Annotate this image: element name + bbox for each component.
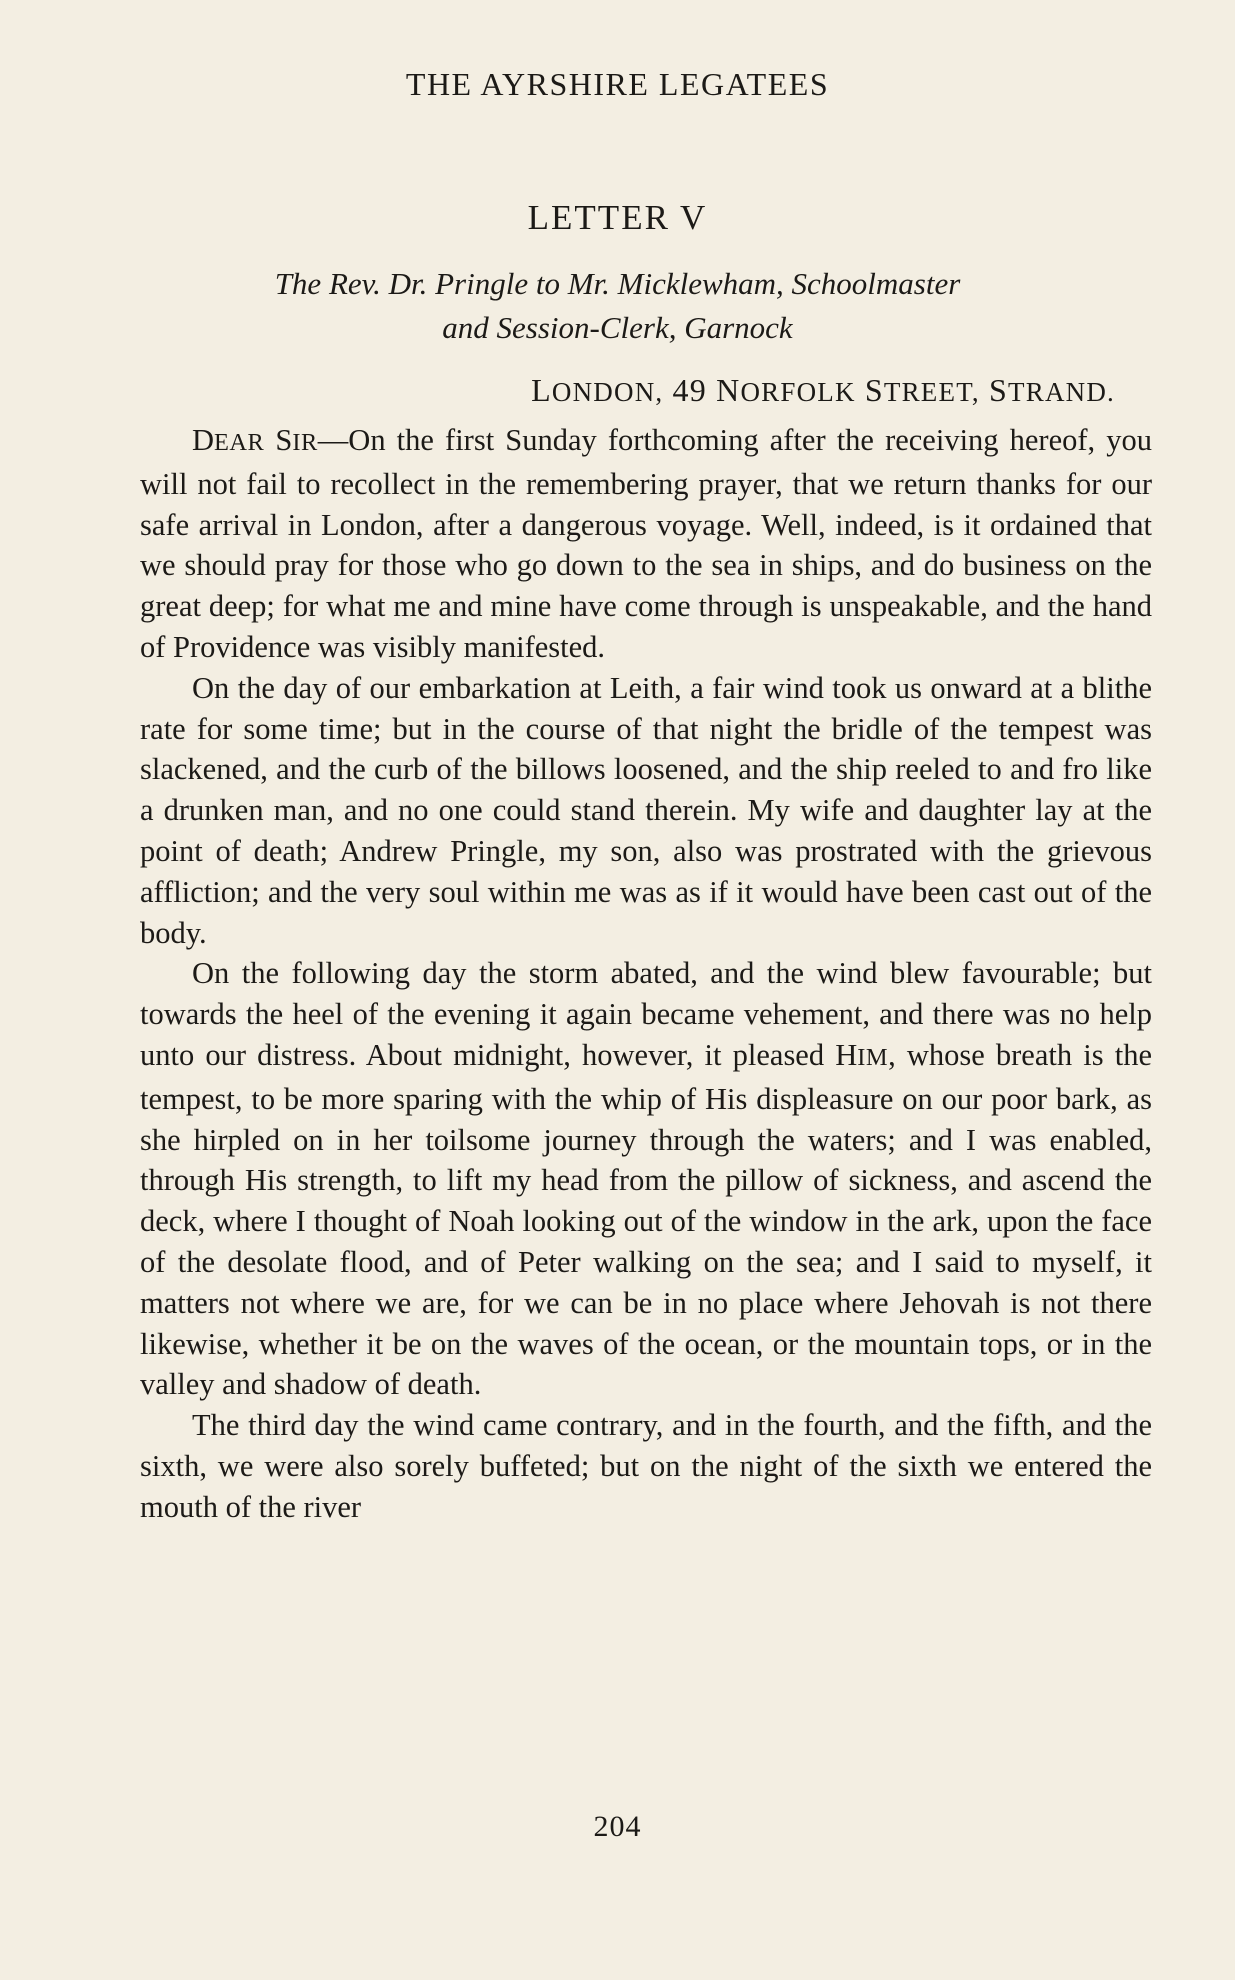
dateline-initial: N — [716, 372, 741, 408]
dateline-word: ONDON, — [551, 377, 664, 407]
letter-address — [140, 262, 1095, 350]
letter-body — [140, 420, 1152, 1528]
body-paragraph — [140, 953, 1152, 1405]
address-line-2: and Session-Clerk, Garnock — [442, 310, 793, 345]
him-rest: IM — [857, 1043, 889, 1071]
paragraph-text: On the following day the storm abated, and the wind blew favourable; but towards the heel of the evening it again became vehement, and there was no help unto our distress. About midnight, however, it pleased — [140, 956, 1152, 1072]
salutation-initial: S — [264, 423, 293, 457]
letter-title: LETTER V — [527, 198, 708, 237]
body-paragraph: The third day the wind came contrary, and in the fourth, and the fifth, and the sixth, we were also sorely buffeted; but on the night of the sixth we entered the mouth of the river — [140, 1408, 1152, 1524]
body-paragraph — [140, 420, 1152, 668]
dateline-number: 49 — [663, 372, 717, 408]
body-paragraph: On the day of our embarkation at Leith, a fair wind took us onward at a blithe rate for some time; but in the course of that night the bridle of the tempest was slackened, and the curb of the billows loosened, and the ship reeled to and fro like a drunken man, and no one could stand therein. My wife and daughter lay at the point of death; Andrew Pringle, my son, also was prostrated with the grievous affliction; and the very soul within me was as if it would have been cast out of the body. — [140, 670, 1152, 950]
dateline-initial: S — [979, 372, 1009, 408]
dateline-word: TREET, — [883, 377, 980, 407]
salutation-initial: D — [192, 423, 215, 457]
page-number: 204 — [593, 1810, 642, 1843]
dateline-word: ORFOLK — [740, 377, 856, 407]
dateline-initial: L — [531, 372, 552, 408]
him-initial: H — [835, 1037, 858, 1072]
salutation-word: IR — [292, 429, 318, 456]
paragraph-text: —On the first Sunday forthcoming after the receiving hereof, you will not fail to recollect in the remembering prayer, that we return thanks for our safe arrival in London, after a dangerous voyage. Well, indeed, is it ordained that we should pray for those who go down to the sea in ships, and do business on the great deep; for what me and mine have come through is unspeakable, and the hand of Providence was visibly manifested. — [140, 423, 1153, 664]
running-head: THE AYRSHIRE LEGATEES — [405, 66, 830, 102]
address-line-1: The Rev. Dr. Pringle to Mr. Micklewham, Schoolmaster — [274, 266, 961, 301]
salutation-word: EAR — [214, 429, 265, 456]
dateline-initial: S — [855, 372, 884, 408]
paragraph-text: , whose breath is the tempest, to be more sparing with the whip of His displeasure on our poor bark, as she hirpled on in her toilsome journey through the waters; and I was enabled, through His strength, to lift my head from the pillow of sickness, and ascend the deck, where I thought of Noah looking out of the window in the ark, upon the face of the desolate flood, and of Peter walking on the sea; and I said to myself, it matters not where we are, for we can be in no place where Jehovah is not there likewise, whether it be on the waves of the ocean, or the mountain tops, or in the valley and shadow of death. — [140, 1037, 1152, 1402]
dateline — [0, 372, 1115, 409]
dateline-word: TRAND. — [1008, 377, 1115, 407]
